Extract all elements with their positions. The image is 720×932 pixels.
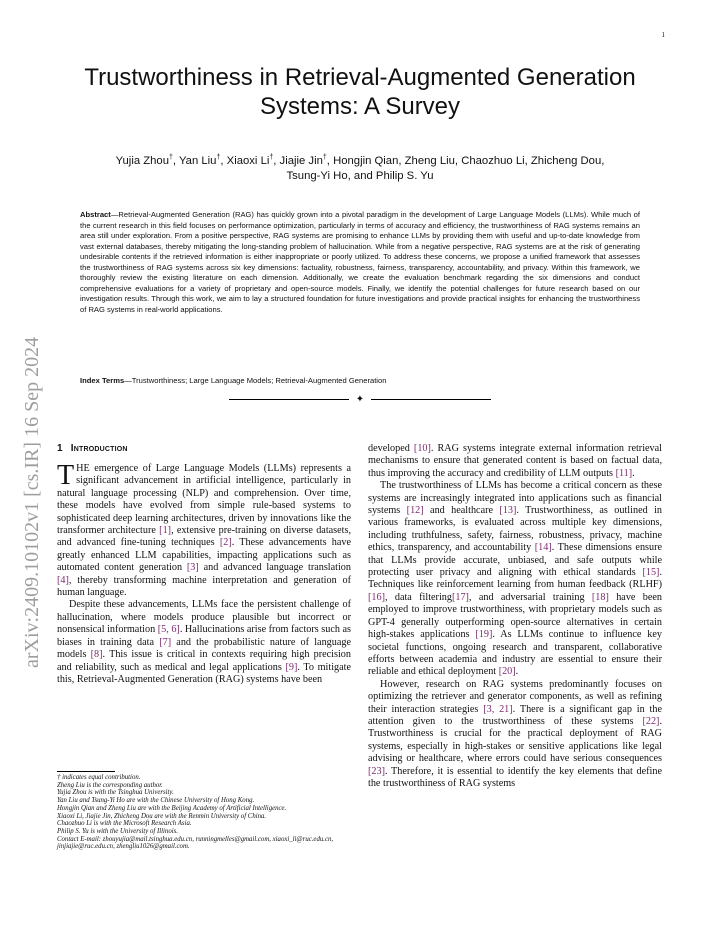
author-name: Philip S. Yu	[375, 169, 434, 182]
citation-link[interactable]: [15]	[642, 567, 660, 579]
footnote-line: Contact E-mail: zhouyujia@mail.tsinghua.edu.cn, runningmelles@gmail.com, xiaoxi_li@ruc.edu.cn, jinjiajie@ruc.edu.cn, zhengliu1026@gmail.com.	[57, 835, 334, 851]
body-text: emergence of Large Language Models (LLMs) represents a significant advancement in artificial intelligence, particularly in natural language processing (NLP) and comprehension. Over time, these models have evolved from simple rule-based systems to sophisticated deep learning architectures, driven by innovations like the transformer architecture	[57, 463, 351, 537]
arxiv-identifier: arXiv:2409.10102v1 [cs.IR] 16 Sep 2024	[21, 336, 43, 668]
abstract-label: Abstract	[80, 210, 111, 219]
body-text: developed	[368, 443, 414, 454]
arxiv-stamp	[22, 232, 44, 668]
divider-line-left	[229, 399, 349, 400]
body-text: . Techniques like reinforcement learning from human feedback (RLHF)	[368, 567, 662, 591]
author-name: Yujia Zhou	[115, 154, 169, 167]
author-name: Zheng Liu	[404, 154, 455, 167]
citation-link[interactable]: [14]	[534, 542, 552, 554]
body-text: However, research on RAG systems predominantly focuses on optimizing the retriever and generator components, as well as refining their interaction strategies	[368, 678, 662, 715]
footnote-line: Hongjin Qian and Zheng Liu are with the Beijing Academy of Artificial Intelligence.	[57, 804, 287, 812]
body-text: and healthcare	[423, 505, 500, 517]
column-left	[57, 443, 351, 686]
equal-contribution-mark: †	[269, 154, 274, 161]
section-heading	[57, 443, 351, 455]
equal-contribution-mark: †	[322, 154, 327, 161]
citation-link[interactable]: [1]	[159, 525, 172, 537]
body-text: . Trustworthiness, as outlined in various frameworks, is evaluated across multiple key dimensions, including truthfulness, safety, fairness, robustness, privacy, machine ethics, transparency, and accountability	[368, 505, 663, 554]
body-text: and advanced language translation	[198, 562, 351, 574]
index-terms-label: Index Terms	[80, 376, 125, 385]
author-name: Tsung-Yi Ho	[286, 169, 348, 182]
citation-link[interactable]: [18]	[591, 591, 609, 603]
citation-link[interactable]: [12]	[406, 505, 424, 517]
citation-link[interactable]: [7]	[159, 636, 172, 648]
divider-line-right	[371, 399, 491, 400]
author-name: Hongjin Qian	[333, 154, 399, 167]
section-divider	[229, 395, 491, 405]
footnote-line: Yan Liu and Tsung-Yi Ho are with the Chinese University of Hong Kong.	[57, 797, 255, 805]
footnote-line: Xiaoxi Li, Jiajie Jin, Zhicheng Dou are with the Renmin University of China.	[57, 812, 267, 820]
author-name: Xiaoxi Li	[226, 154, 270, 167]
abstract-text: —Retrieval-Augmented Generation (RAG) has quickly grown into a pivotal paradigm in the development of Large Language Models (LLMs). While much of the current research in this field focuses on performance optimization, particularly in terms of accuracy and efficiency, the trustworthiness of RAG systems remains an area still under exploration. From a positive perspective, RAG systems are promising to enhance LLMs by providing them with useful and up-to-date knowledge from vast external databases, thereby mitigating the long-standing problem of hallucination. While from a negative perspective, RAG systems are at the risk of generating undesirable contents if the retrieved information is either inappropriate or poorly utilized. To address these concerns, we propose a unified framework that assesses the trustworthiness of RAG systems across six key dimensions: factuality, robustness, fairness, transparency, accountability, and privacy. Within this framework, we thoroughly review the existing literature on each dimension. Additionally, we create the evaluation benchmark regarding the six dimensions and conduct comprehensive evaluations for a variety of proprietary and open-source models. Finally, we identify the potential challenges for future research based on our investigation results. Through this work, we aim to lay a structured foundation for future investigations and provide practical insights for enhancing the trustworthiness of RAG systems in real-world applications.	[80, 210, 640, 314]
body-text: .	[515, 666, 519, 678]
footnote-line: Chaozhuo Li is with the Microsoft Research Asia.	[57, 820, 192, 828]
right-paragraph-3	[368, 679, 662, 791]
body-text: . These advancements have greatly enhanced LLM capabilities, impacting applications such as automated content generation	[57, 537, 351, 574]
body-text: . As LLMs continue to influence key societal functions, ongoing research and transparent, collaborative efforts between academia and industry are essential to ensure their reliable and ethical deployment	[368, 629, 662, 678]
citation-link[interactable]: [17]	[451, 591, 469, 603]
intro-paragraph-1	[57, 460, 351, 599]
footnotes	[57, 774, 351, 851]
body-text: , and adversarial training	[468, 591, 592, 603]
citation-link[interactable]: [10]	[413, 443, 431, 454]
citation-link[interactable]: [9]	[285, 661, 298, 673]
paper-title: Trustworthiness in Retrieval-Augmented Generation Systems: A Survey	[84, 64, 636, 120]
citation-link[interactable]: [20]	[498, 666, 516, 678]
drop-cap: T	[57, 460, 75, 491]
citation-link[interactable]: [8]	[90, 649, 103, 661]
section-number: 1	[57, 443, 63, 454]
citation-link[interactable]: [23]	[368, 765, 385, 777]
body-text: . RAG systems integrate external information retrieval mechanisms to ensure that generated content is based on factual data, thus improving the accuracy and credibility of LLM outputs	[368, 443, 662, 479]
citation-link[interactable]: [2]	[219, 537, 232, 549]
body-text: . Trustworthiness is crucial for the practical deployment of RAG systems, especially in high-stakes or sensitive applications like legal advising or healthcare, where errors could have serious consequences	[368, 715, 662, 765]
body-text: and the probabilistic nature of language models	[57, 636, 351, 661]
citation-link[interactable]: [22]	[642, 715, 660, 727]
body-text: , data filtering	[384, 591, 452, 603]
footnote-line: † indicates equal contribution.	[57, 774, 141, 781]
citation-link[interactable]: [3]	[186, 562, 199, 574]
body-text: , extensive pre-training on diverse datasets, and advanced fine-tuning techniques	[57, 525, 351, 549]
author-name: Chaozhuo Li	[461, 154, 525, 167]
body-text: .	[632, 467, 635, 479]
body-text: The trustworthiness of LLMs has become a critical concern as these systems are increasingly integrated into applications such as financial systems	[368, 480, 662, 517]
footnote-line: Zheng Liu is the corresponding author.	[57, 781, 163, 789]
citation-link[interactable]: [19]	[475, 629, 493, 641]
author-name: Zhicheng Dou	[530, 154, 602, 167]
author-name: Jiajie Jin	[279, 154, 323, 167]
footnote-line: Yujia Zhou is with the Tsinghua University.	[57, 789, 174, 797]
equal-contribution-mark: †	[216, 154, 221, 161]
right-paragraph-1	[368, 443, 662, 480]
abstract	[80, 210, 640, 315]
equal-contribution-mark: †	[169, 154, 173, 161]
intro-paragraph-2	[57, 599, 351, 686]
footnote-rule	[57, 771, 115, 772]
author-list: Yujia Zhou†, Yan Liu†, Xiaoxi Li†, Jiajie Jin†, Hongjin Qian, Zheng Liu, Chaozhuo Li, Zhicheng Dou, Tsung-Yi Ho, and Philip S. Yu	[115, 154, 605, 182]
small-caps-text: HE	[76, 463, 90, 474]
body-text: . Hallucinations arise from factors such as biases in training data	[57, 624, 351, 648]
author-name: Yan Liu	[178, 154, 217, 167]
column-right	[368, 443, 662, 790]
citation-link[interactable]: [16]	[368, 591, 385, 603]
body-text: . These dimensions ensure that LLMs provide accurate, unbiased, and safe outputs while protecting user privacy and aligning with ethical standards	[368, 542, 663, 579]
body-text: . Therefore, it is essential to identify the key elements that define the trustworthiness of RAG systems	[368, 765, 662, 789]
body-text: . There is a significant gap in the attention given to the trustworthiness of these systems	[368, 703, 662, 727]
section-title: Introduction	[70, 443, 128, 454]
page-number: 1	[661, 31, 665, 39]
body-text: . This issue is critical in contexts requiring high precision and reliability, such as medical and legal applications	[57, 649, 351, 673]
divider-diamond-icon: ✦	[355, 394, 365, 405]
body-text: Despite these advancements, LLMs face the persistent challenge of hallucination, where models produce plausible but incorrect or nonsensical information	[57, 599, 351, 636]
index-terms	[80, 376, 640, 386]
body-text: . To mitigate this, Retrieval-Augmented Generation (RAG) systems have been	[57, 661, 351, 685]
citation-link[interactable]: [5, 6]	[157, 624, 180, 636]
index-terms-text: —Trustworthiness; Large Language Models; Retrieval-Augmented Generation	[124, 376, 387, 385]
citation-link[interactable]: [11]	[615, 467, 633, 479]
citation-link[interactable]: [13]	[499, 505, 517, 517]
footnote-line: Philip S. Yu is with the University of Illinois.	[57, 827, 178, 835]
right-paragraph-2	[368, 480, 662, 679]
body-text: , thereby transforming machine interpretation and generation of human language.	[57, 574, 351, 599]
citation-link[interactable]: [4]	[57, 574, 69, 586]
body-text: have been employed to improve trustworthiness, with proprietary models such as GPT-4 generally outperforming open-source alternatives in certain high-stakes applications	[368, 591, 662, 641]
citation-link[interactable]: [3, 21]	[483, 703, 513, 715]
